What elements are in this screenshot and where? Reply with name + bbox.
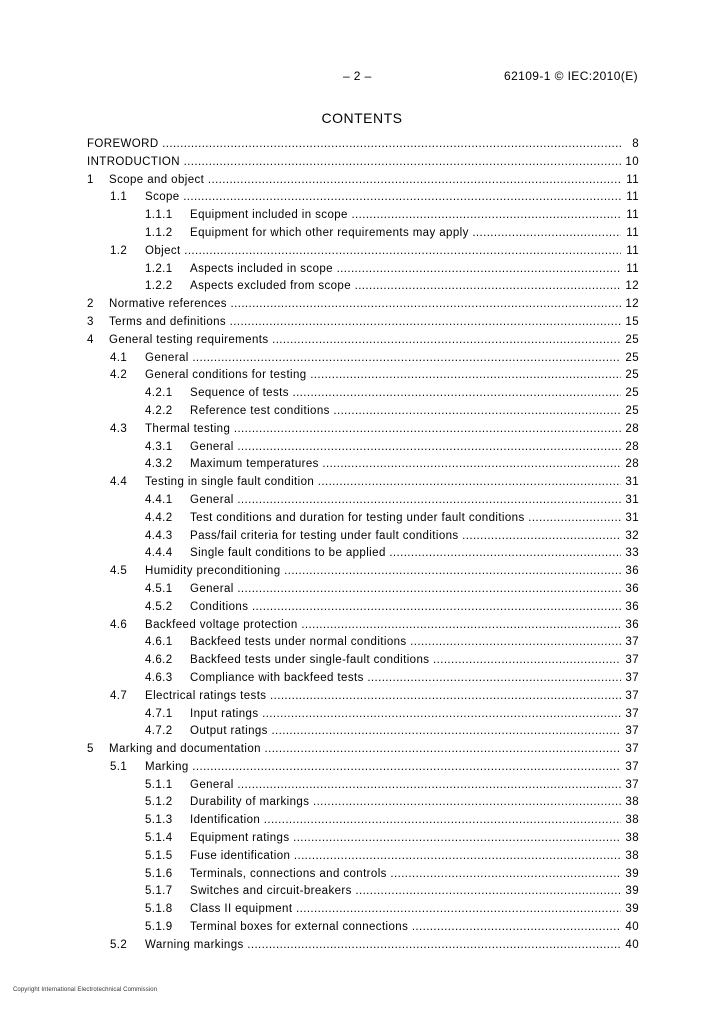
toc-entry-page: 28 (624, 456, 639, 474)
toc-entry-title: Testing in single fault condition ..... (145, 474, 621, 492)
toc-entry-page: 39 (624, 866, 639, 884)
toc-entry-page: 31 (624, 492, 639, 510)
toc-entry-title: Input ratings ..... (190, 706, 621, 724)
toc-entry-page: 38 (624, 848, 639, 866)
toc-entry[interactable] (87, 439, 639, 457)
page-number: – 2 – (343, 69, 372, 83)
toc-entry-title: Single fault conditions to be applied ..... (190, 545, 621, 563)
toc-entry-page: 25 (624, 385, 639, 403)
toc-entry[interactable] (87, 545, 639, 563)
toc-entry-number: 1.1.2 (145, 226, 173, 239)
toc-entry-page: 11 (625, 261, 639, 279)
toc-entry-title: Backfeed voltage protection ..... (145, 617, 621, 635)
toc-entry-title: General ..... (190, 581, 621, 599)
toc-entry-title: Backfeed tests under normal conditions ..... (190, 634, 621, 652)
toc-entry-number: 4.6.1 (145, 636, 173, 649)
toc-entry[interactable] (87, 385, 639, 403)
toc-entry-title: Switches and circuit-breakers ..... (190, 883, 621, 901)
toc-entry-number: 4.4.1 (145, 493, 173, 506)
toc-entry[interactable] (87, 207, 639, 225)
toc-entry-number: 5.1 (110, 760, 128, 773)
toc-entry-title: Equipment ratings ..... (190, 830, 621, 848)
toc-entry-page: 12 (624, 278, 639, 296)
toc-entry-number: 4.7.1 (145, 707, 173, 720)
toc-entry-number: 5.2 (110, 938, 128, 951)
toc-entry-title: Marking ..... (145, 759, 621, 777)
toc-entry-number: 1.1 (110, 191, 128, 204)
toc-entry-title: Output ratings ..... (190, 723, 621, 741)
toc-entry-page: 37 (624, 777, 639, 795)
toc-entry[interactable] (87, 189, 639, 207)
toc-entry-title: General ..... (190, 439, 621, 457)
toc-entry[interactable] (87, 741, 639, 759)
toc-entry-number: 5.1.5 (145, 849, 173, 862)
toc-entry[interactable] (87, 136, 639, 154)
toc-entry-title: Durability of markings ..... (190, 794, 621, 812)
toc-entry-page: 11 (625, 225, 639, 243)
toc-entry-title: Pass/fail criteria for testing under fault conditions ..... (190, 528, 621, 546)
toc-entry-page: 32 (624, 528, 639, 546)
toc-entry-page: 37 (624, 706, 639, 724)
toc-entry-number: 4.2.2 (145, 404, 173, 417)
toc-entry[interactable] (87, 154, 639, 172)
toc-entry-title: FOREWORD ..... (87, 136, 621, 154)
toc-entry[interactable] (87, 634, 639, 652)
toc-entry-page: 25 (624, 367, 639, 385)
toc-entry[interactable] (87, 261, 639, 279)
toc-entry[interactable] (87, 919, 639, 937)
toc-entry[interactable] (87, 901, 639, 919)
toc-entry[interactable] (87, 706, 639, 724)
toc-entry-number: 4.6.3 (145, 671, 173, 684)
toc-entry-page: 10 (624, 154, 639, 172)
toc-entry[interactable] (87, 510, 639, 528)
toc-entry-page: 38 (624, 812, 639, 830)
toc-entry[interactable] (87, 278, 639, 296)
toc-entry-number: 3 (87, 315, 94, 328)
toc-entry-page: 33 (624, 545, 639, 563)
toc-entry-number: 4.3 (110, 422, 128, 435)
toc-entry-title: INTRODUCTION ..... (87, 154, 621, 172)
toc-entry-page: 39 (624, 901, 639, 919)
toc-entry[interactable] (87, 830, 639, 848)
toc-entry-title: Equipment included in scope ..... (190, 207, 621, 225)
toc-entry[interactable] (87, 172, 639, 190)
toc-entry-title: Identification ..... (190, 812, 621, 830)
toc-entry-title: Sequence of tests ..... (190, 385, 621, 403)
toc-entry-number: 5.1.1 (145, 778, 173, 791)
toc-entry-page: 37 (624, 634, 639, 652)
toc-entry-number: 1.2.2 (145, 280, 173, 293)
toc-entry-page: 25 (624, 332, 639, 350)
toc-entry-number: 5.1.4 (145, 832, 173, 845)
toc-entry-number: 4.7 (110, 689, 128, 702)
toc-entry[interactable] (87, 652, 639, 670)
toc-entry-title: Backfeed tests under single-fault conditions ..... (190, 652, 621, 670)
toc-entry-page: 38 (624, 830, 639, 848)
toc-entry-title: General ..... (145, 350, 621, 368)
toc-entry-title: Warning markings ..... (145, 937, 621, 955)
toc-entry-number: 1 (87, 173, 94, 186)
toc-entry[interactable] (87, 314, 639, 332)
toc-entry-title: General ..... (190, 777, 621, 795)
toc-entry-number: 4.5.1 (145, 582, 173, 595)
toc-entry-number: 4.4 (110, 476, 128, 489)
toc-entry-title: Scope ..... (145, 189, 621, 207)
toc-entry-title: Maximum temperatures ..... (190, 456, 621, 474)
toc-entry-title: Reference test conditions ..... (190, 403, 621, 421)
toc-entry-page: 36 (624, 599, 639, 617)
toc-entry-page: 31 (624, 474, 639, 492)
toc-entry[interactable] (87, 848, 639, 866)
toc-entry[interactable] (87, 617, 639, 635)
toc-entry-number: 4.5.2 (145, 600, 173, 613)
toc-entry-title: General ..... (190, 492, 621, 510)
toc-entry-title: General conditions for testing ..... (145, 367, 621, 385)
toc-entry-page: 37 (624, 723, 639, 741)
toc-entry[interactable] (87, 332, 639, 350)
toc-entry-page: 31 (624, 510, 639, 528)
toc-entry-page: 11 (625, 172, 639, 190)
toc-entry-page: 8 (631, 136, 639, 154)
toc-entry-title: Aspects excluded from scope ..... (190, 278, 621, 296)
toc-entry-title: Equipment for which other requirements may apply ..... (190, 225, 621, 243)
toc-entry-page: 11 (625, 189, 639, 207)
toc-entry-page: 40 (624, 937, 639, 955)
toc-entry-title: General testing requirements ..... (109, 332, 621, 350)
toc-entry-number: 4.7.2 (145, 725, 173, 738)
toc-entry-title: Fuse identification ..... (190, 848, 621, 866)
toc-entry-title: Conditions ..... (190, 599, 621, 617)
toc-entry-page: 25 (624, 403, 639, 421)
toc-entry[interactable] (87, 456, 639, 474)
toc-entry-page: 12 (624, 296, 639, 314)
toc-entry-title: Humidity preconditioning ..... (145, 563, 621, 581)
toc-entry-number: 4.6.2 (145, 654, 173, 667)
toc-entry-page: 36 (624, 563, 639, 581)
toc-entry-number: 1.2 (110, 244, 128, 257)
toc-entry-number: 4.3.2 (145, 458, 173, 471)
toc-entry-number: 4.5 (110, 565, 128, 578)
toc-entry-number: 5.1.2 (145, 796, 173, 809)
toc-entry-number: 4.6 (110, 618, 128, 631)
toc-entry-number: 1.1.1 (145, 209, 173, 222)
toc-entry[interactable] (87, 421, 639, 439)
toc-entry-title: Aspects included in scope ..... (190, 261, 621, 279)
toc-entry-page: 11 (625, 243, 639, 261)
toc-entry-number: 5.1.8 (145, 903, 173, 916)
toc-entry-page: 37 (624, 688, 639, 706)
toc-entry-page: 39 (624, 883, 639, 901)
toc-entry[interactable] (87, 812, 639, 830)
toc-entry-title: Electrical ratings tests ..... (145, 688, 621, 706)
toc-entry-title: Object ..... (145, 243, 621, 261)
toc-entry-number: 4.4.2 (145, 511, 173, 524)
toc-entry-title: Normative references ..... (109, 296, 621, 314)
table-of-contents (87, 136, 639, 955)
toc-entry[interactable] (87, 581, 639, 599)
toc-entry[interactable] (87, 866, 639, 884)
toc-entry-title: Compliance with backfeed tests ..... (190, 670, 621, 688)
toc-entry-number: 4.1 (110, 351, 128, 364)
toc-entry[interactable] (87, 670, 639, 688)
toc-entry[interactable] (87, 492, 639, 510)
toc-entry-number: 5.1.9 (145, 921, 173, 934)
toc-entry[interactable] (87, 403, 639, 421)
copyright-notice: Copyright International Electrotechnical Commission (13, 987, 158, 993)
toc-entry[interactable] (87, 723, 639, 741)
toc-entry-number: 4.2.1 (145, 387, 173, 400)
toc-entry-page: 36 (624, 617, 639, 635)
toc-entry-number: 5.1.3 (145, 814, 173, 827)
toc-entry[interactable] (87, 794, 639, 812)
toc-entry-page: 28 (624, 439, 639, 457)
toc-entry-page: 37 (624, 759, 639, 777)
toc-entry-page: 37 (624, 652, 639, 670)
toc-entry-number: 2 (87, 298, 94, 311)
toc-entry-page: 15 (624, 314, 639, 332)
toc-entry-title: Thermal testing ..... (145, 421, 621, 439)
toc-entry[interactable] (87, 474, 639, 492)
toc-entry-number: 4 (87, 333, 94, 346)
toc-entry-page: 40 (624, 919, 639, 937)
toc-entry-title: Terms and definitions ..... (109, 314, 621, 332)
toc-entry[interactable] (87, 350, 639, 368)
toc-entry-title: Scope and object ..... (109, 172, 621, 190)
toc-entry-number: 4.3.1 (145, 440, 173, 453)
toc-entry-title: Terminals, connections and controls ..... (190, 866, 621, 884)
toc-entry-page: 37 (624, 741, 639, 759)
toc-entry[interactable] (87, 296, 639, 314)
toc-entry-page: 38 (624, 794, 639, 812)
toc-entry[interactable] (87, 688, 639, 706)
toc-entry-number: 5.1.6 (145, 867, 173, 880)
toc-entry[interactable] (87, 528, 639, 546)
toc-entry[interactable] (87, 759, 639, 777)
toc-entry-page: 25 (624, 350, 639, 368)
toc-entry-number: 4.2 (110, 369, 128, 382)
toc-entry-number: 5 (87, 743, 94, 756)
page-title: CONTENTS (321, 110, 403, 126)
toc-entry[interactable] (87, 599, 639, 617)
toc-entry-title: Terminal boxes for external connections ..... (190, 919, 621, 937)
toc-entry[interactable] (87, 367, 639, 385)
toc-entry-page: 37 (624, 670, 639, 688)
toc-entry[interactable] (87, 243, 639, 261)
toc-entry-title: Class II equipment ..... (190, 901, 621, 919)
toc-entry-page: 11 (625, 207, 639, 225)
standard-reference: 62109-1 © IEC:2010(E) (504, 69, 638, 83)
toc-entry-number: 5.1.7 (145, 885, 173, 898)
toc-entry-page: 36 (624, 581, 639, 599)
toc-entry-number: 4.4.4 (145, 547, 173, 560)
toc-entry-number: 1.2.1 (145, 262, 173, 275)
toc-entry[interactable] (87, 563, 639, 581)
toc-entry-number: 4.4.3 (145, 529, 173, 542)
toc-entry-title: Marking and documentation ..... (109, 741, 621, 759)
toc-entry[interactable] (87, 777, 639, 795)
toc-entry-page: 28 (624, 421, 639, 439)
toc-entry[interactable] (87, 883, 639, 901)
toc-entry-title: Test conditions and duration for testing under fault conditions ..... (190, 510, 621, 528)
toc-entry[interactable] (87, 937, 639, 955)
toc-entry[interactable] (87, 225, 639, 243)
